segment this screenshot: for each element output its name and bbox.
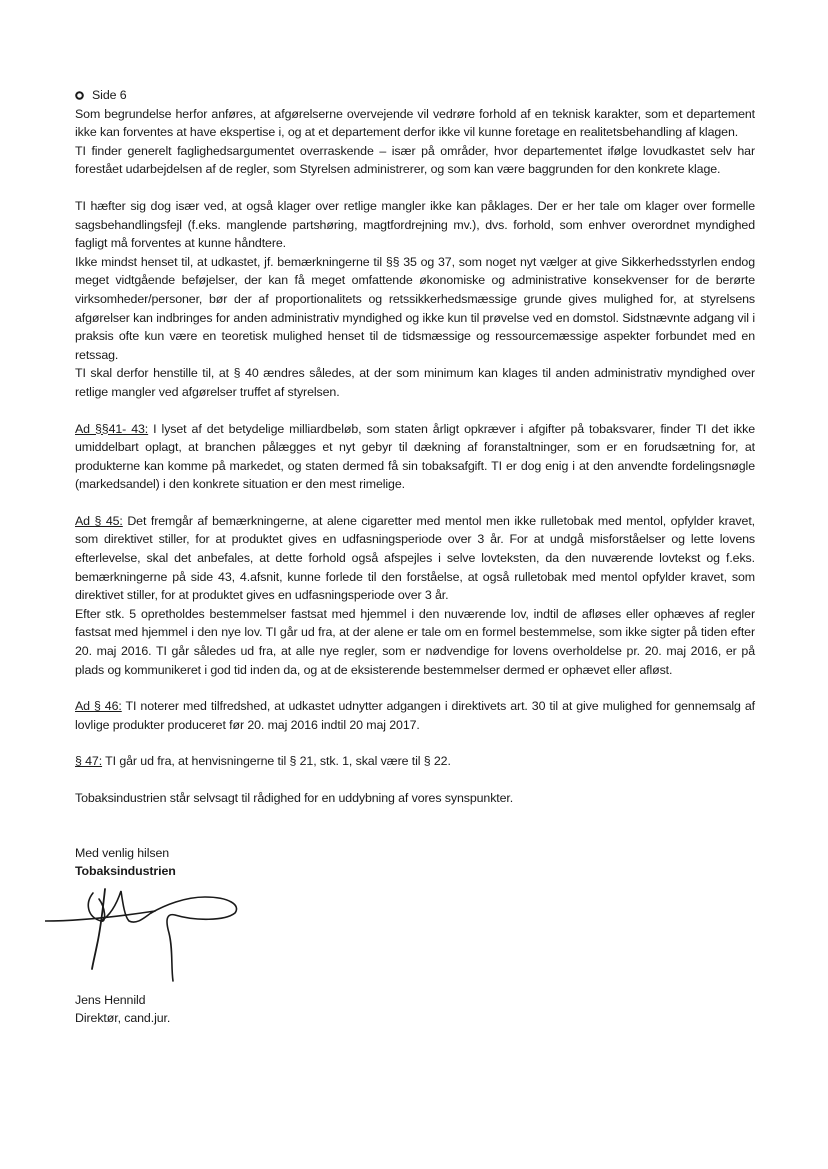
section-45 <box>75 512 755 605</box>
signature-area <box>75 881 755 991</box>
signer-name: Jens Hennild <box>75 992 146 1007</box>
paragraph-2: TI finder generelt faglighedsargumentet overraskende – især på områder, hvor departementet ifølge lovudkastet selv har forestået udarbejdelsen af de regler, som Styrelsen administrerer, og som kan være baggrunden for den konkrete klage. <box>75 143 755 177</box>
paragraph-4: Ikke mindst henset til, at udkastet, jf. bemærkningerne til §§ 35 og 37, som noget nyt vælger at give Sikkerhedsstyrlen endog meget vidtgående beføjelser, der kan få meget omfattende økonomiske og administrative konsekvenser for de berørte virksomheder/personer, bør der af proportionalitets og retssikkerhedsmæssige grunde gives mulighed for, at styrelsens afgørelser kan indbringes for anden administrativ myndighed og ikke kun til prøvelse ved en domstol. Sidstnævnte adgang vil i praksis ofte kun være en teoretisk mulighed henset til de tidsmæssige og ressourcemæssige aspekter forbundet med en retssag. <box>75 254 755 362</box>
paragraph-8: Efter stk. 5 opretholdes bestemmelser fastsat med hjemmel i den nuværende lov, indtil de afløses eller ophæves af regler fastsat med hjemmel i den nye lov. TI går ud fra, at der alene er tale om en formel bestemmelse, som ikke sigter på tiden efter 20. maj 2016. TI går således ud fra, at alle nye regler, som er nødvendige for lovens overholdelse pr. 20. maj 2016, er på plads og kommunikeret i god tid inden da, og at de eksisterende bestemmelser dermed er ophævet eller afløst. <box>75 606 755 677</box>
paragraph-1: Som begrundelse herfor anføres, at afgørelserne overvejende vil vedrøre forhold af en teknisk karakter, som et departement ikke kan forventes at have ekspertise i, og at et departement derfor ikke vil kunne foretage en realitetsbehandling af klagen. <box>75 106 755 140</box>
section-text: I lyset af det betydelige milliardbeløb, som staten årligt opkræver i afgifter på tobaksvarer, finder TI det ikke umiddelbart oplagt, at branchen pålægges et nyt gebyr til dækning af foranstaltninger, som er en forudsætning for, at produkterne kan komme på markedet, og staten dermed få sin tobaksafgift. TI er dog enig i at den anvendte fordelingsnøgle (markedsandel) i den konkrete situation er den mest rimelige. <box>75 421 756 492</box>
paragraph-11: Tobaksindustrien står selvsagt til rådighed for en uddybning af vores synspunkter. <box>75 791 514 805</box>
page-label: Side 6 <box>92 88 127 102</box>
section-label: Ad § 46: <box>75 699 122 714</box>
section-46 <box>75 697 755 734</box>
paragraph-3: TI hæfter sig dog især ved, at også klager over retlige mangler ikke kan påklages. Der er her tale om klager over formelle sagsbehandlingsfejl (f.eks. manglende partshøring, magtfordrejning mv.), dvs. forhold, som enhver overordnet myndighed fagligt må forventes at kunne håndtere. <box>75 198 755 251</box>
section-text: TI går ud fra, at henvisningerne til § 21, stk. 1, skal være til § 22. <box>102 754 451 769</box>
closing-block <box>75 844 755 881</box>
section-41-43 <box>75 420 755 494</box>
signer-title: Direktør, cand.jur. <box>75 1011 171 1026</box>
section-text: TI noterer med tilfredshed, at udkastet udnytter adgangen i direktivets art. 30 til at give mulighed for gennemsalg af lovlige produkter produceret før 20. maj 2016 indtil 20 maj 2017. <box>75 699 756 732</box>
section-label: Ad § 45: <box>75 513 123 528</box>
handwritten-signature <box>45 877 255 985</box>
bullet-icon <box>75 91 84 100</box>
letter-body <box>75 86 755 1028</box>
section-label: Ad §§41- 43: <box>75 421 149 436</box>
section-label: § 47: <box>75 754 103 769</box>
paragraph-5: TI skal derfor henstille til, at § 40 ændres således, at der som minimum kan klages til anden administrativ myndighed over retlige mangler ved afgørelser truffet af styrelsen. <box>75 366 755 399</box>
section-47 <box>75 752 755 771</box>
greeting: Med venlig hilsen <box>75 845 170 860</box>
organization-name: Tobaksindustrien <box>75 864 176 879</box>
section-text: Det fremgår af bemærkningerne, at alene cigaretter med mentol men ikke rulletobak med mentol, opfylder kravet, som direktivet stiller, for at produktet gives en udfasningsperiode over 3 år. For at undgå misforståelser og lette lovens efterlevelse, skal det anbefales, at dette forhold også afspejles i selve lovteksten, da den nuværende lovtekst og f.eks. bemærkningerne på side 43, 4.afsnit, kunne forlede til den forståelse, at også rulletobak med mentol opfylder kravet, som direktivet stiller, for at produktet gives en udfasningsperiode over 3 år. <box>75 513 755 603</box>
page-header <box>75 86 755 105</box>
